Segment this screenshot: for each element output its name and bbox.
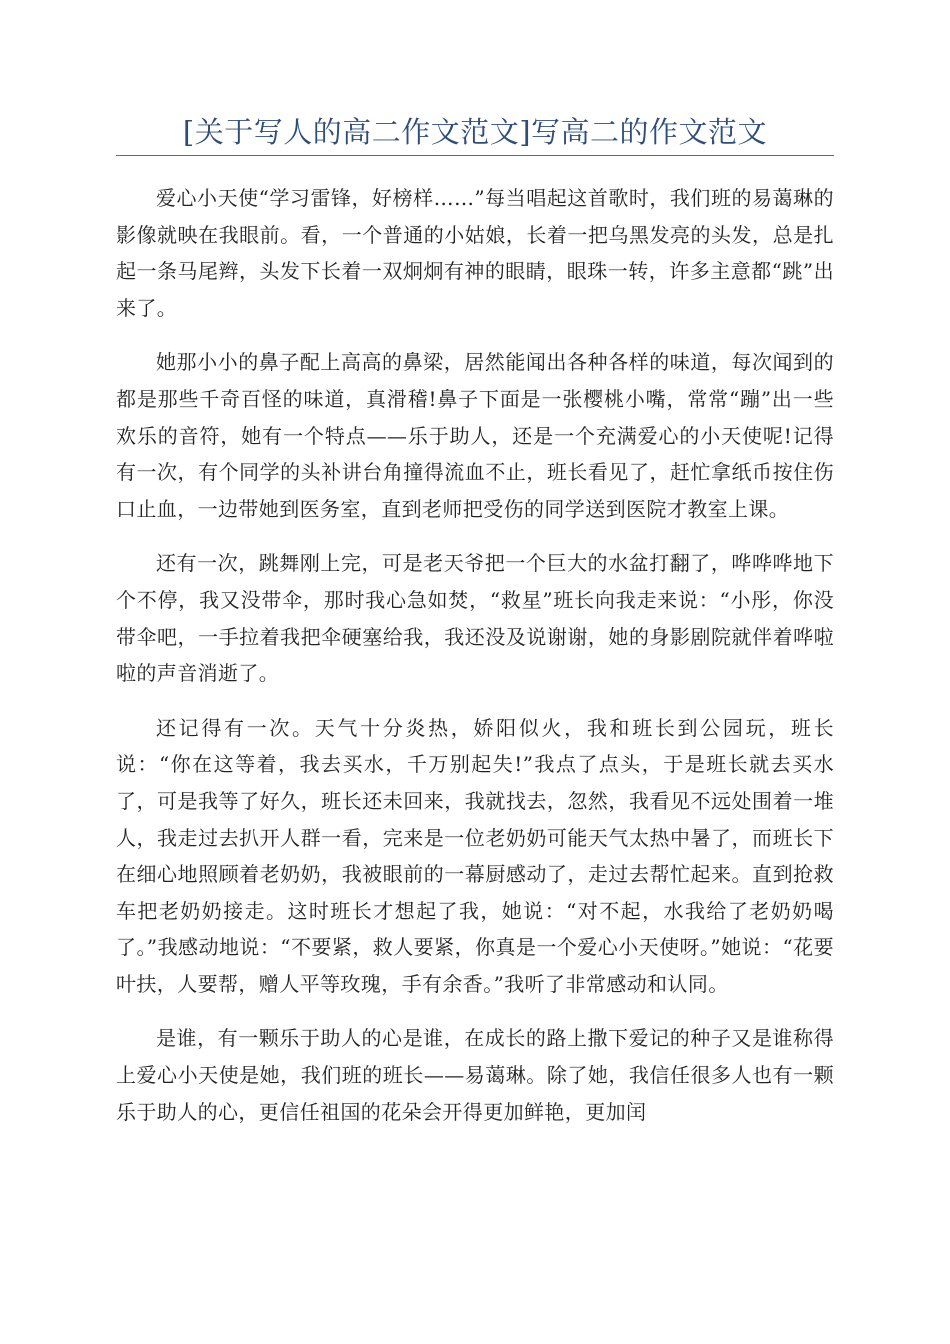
- document-body: [116, 180, 834, 1148]
- paragraph-2: 她那小小的鼻子配上高高的鼻梁，居然能闻出各种各样的味道，每次闻到的都是那些千奇百怪的味道，真滑稽!鼻子下面是一张樱桃小嘴，常常“蹦”出一些欢乐的音符，她有一个特点——乐于助人，还是一个充满爱心的小天使呢!记得有一次，有个同学的头补讲台角撞得流血不止，班长看见了，赶忙拿纸币按住伤口止血，一边带她到医务室，直到老师把受伤的同学送到医院才教室上课。: [116, 350, 834, 521]
- document-title: [关于写人的高二作文范文]写高二的作文范文: [182, 115, 768, 149]
- paragraph-5: 是谁，有一颗乐于助人的心是谁，在成长的路上撒下爱记的种子又是谁称得上爱心小天使是她，我们班的班长——易蔼琳。除了她，我信任很多人也有一颗乐于助人的心，更信任祖国的花朵会开得更加鲜艳，更加闰: [116, 1026, 834, 1124]
- title-underline: [116, 155, 834, 156]
- paragraph-4: 还记得有一次。天气十分炎热，娇阳似火，我和班长到公园玩，班长说：“你在这等着，我去买水，千万别起失!”我点了点头，于是班长就去买水了，可是我等了好久，班长还未回来，我就找去，忽然，我看见不远处围着一堆人，我走过去扒开人群一看，完来是一位老奶奶可能天气太热中暑了，而班长下在细心地照顾着老奶奶，我被眼前的一幕厨感动了，走过去帮忙起来。直到抢救车把老奶奶接走。这时班长才想起了我，她说：“对不起，水我给了老奶奶喝了。”我感动地说：“不要紧，救人要紧，你真是一个爱心小天使呀。”她说：“花要叶扶，人要帮，赠人平等玫瑰，手有余香。”我听了非常感动和认同。: [116, 715, 834, 996]
- paragraph-1: 爱心小天使“学习雷锋，好榜样……”每当唱起这首歌时，我们班的易蔼琳的影像就映在我眼前。看，一个普通的小姑娘，长着一把乌黑发亮的头发，总是扎起一条马尾辫，头发下长着一双炯炯有神的眼睛，眼珠一转，许多主意都“跳”出来了。: [116, 186, 834, 320]
- paragraph-3: 还有一次，跳舞刚上完，可是老天爷把一个巨大的水盆打翻了，哗哗哗地下个不停，我又没带伞，那时我心急如焚，“救星”班长向我走来说：“小彤，你没带伞吧，一手拉着我把伞硬塞给我，我还没及说谢谢，她的身影剧院就伴着哗啦啦的声音消逝了。: [116, 551, 834, 686]
